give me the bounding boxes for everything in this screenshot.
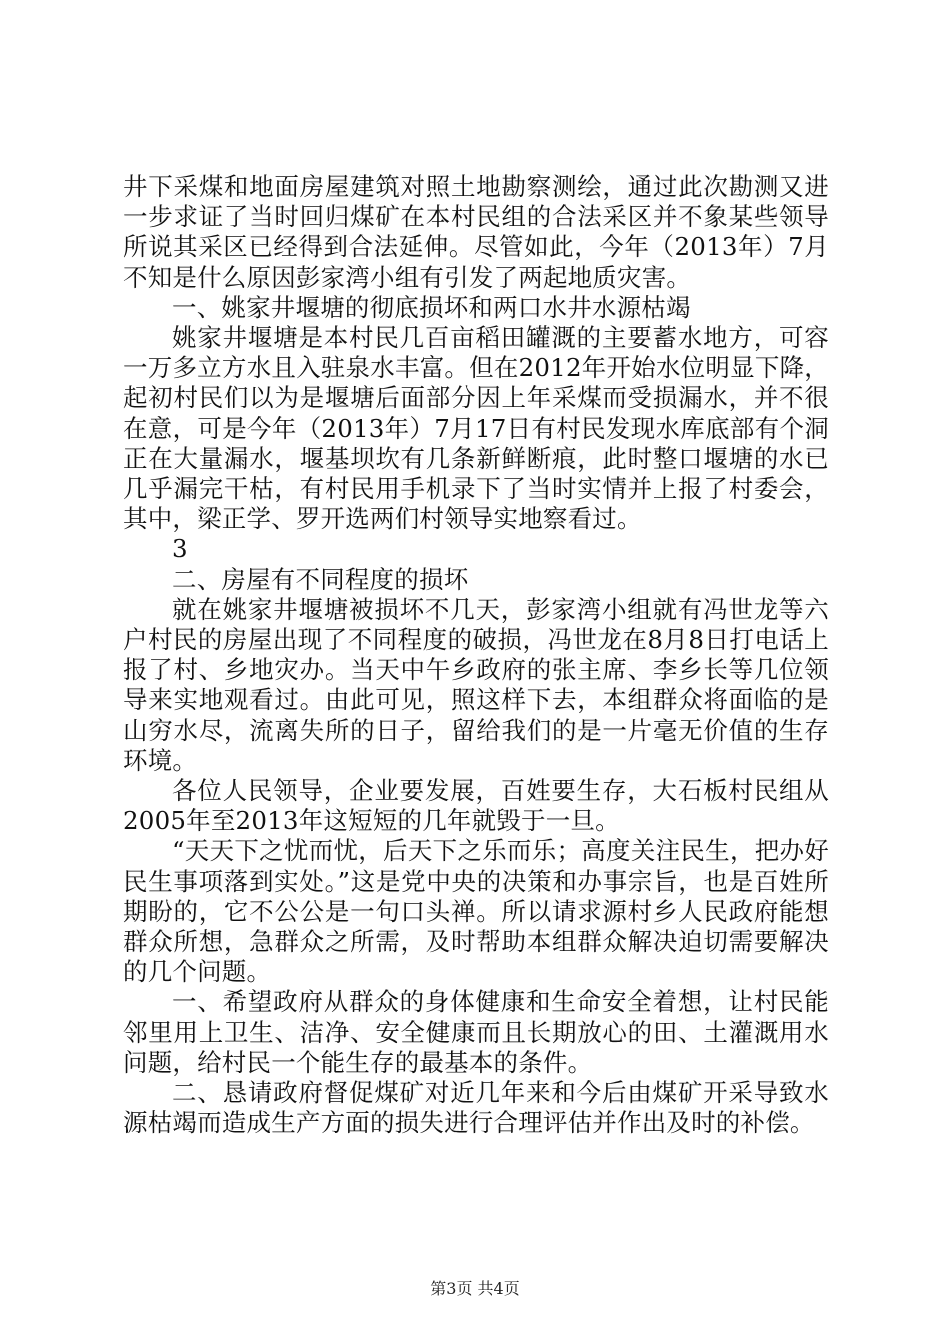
paragraph-house-damage: 就在姚家井堰塘被损坏不几天，彭家湾小组就有冯世龙等六户村民的房屋出现了不同程度的破损，冯世龙在8月8日打电话上报了村、乡地灾办。当天中午乡政府的张主席、李乡长等几位领导来实地观看过。由此可见，照这样下去，本组群众将面临的是山穷水尽，流离失所的日子，留给我们的是一片毫无价值的生存环境。 (123, 594, 829, 775)
section-heading-pond: 一、姚家井堰塘的彻底损坏和两口水井水源枯竭 (172, 292, 691, 322)
paragraph-appeal-leaders: 各位人民领导，企业要发展，百姓要生存，大石板村民组从2005年至2013年这短短的几年就毁于一旦。 (123, 776, 829, 836)
paragraph-continuation: 井下采煤和地面房屋建筑对照土地勘察测绘，通过此次勘测又进一步求证了当时回归煤矿在本村民组的合法采区并不象某些领导所说其采区已经得到合法延伸。尽管如此，今年（2013年）7月不知是什么原因彭家湾小组有引发了两起地质灾害。 (123, 172, 829, 292)
page-number-footer: 第3页 共4页 (430, 1279, 520, 1298)
stray-page-number: 3 (172, 534, 188, 564)
section-heading-houses: 二、房屋有不同程度的损坏 (172, 564, 469, 594)
paragraph-request-1: 一、希望政府从群众的身体健康和生命安全着想，让村民能邻里用上卫生、洁净、安全健康而且长期放心的田、土灌溉用水问题，给村民一个能生存的最基本的条件。 (123, 987, 829, 1077)
paragraph-quote: “天天下之忧而忧，后天下之乐而乐；高度关注民生，把办好民生事项落到实处。”这是党中央的决策和办事宗旨，也是百姓所期盼的，它不公公是一句口头禅。所以请求源村乡人民政府能想群众所想，急群众之所需，及时帮助本组群众解决迫切需要解决的几个问题。 (123, 836, 829, 987)
document-body (123, 172, 829, 1139)
paragraph-request-2: 二、恳请政府督促煤矿对近几年来和今后由煤矿开采导致水源枯竭而造成生产方面的损失进行合理评估并作出及时的补偿。 (123, 1078, 829, 1138)
paragraph-pond-damage: 姚家井堰塘是本村民几百亩稻田罐溉的主要蓄水地方，可容一万多立方水且入驻泉水丰富。但在2012年开始水位明显下降，起初村民们以为是堰塘后面部分因上年采煤而受损漏水，并不很在意，可是今年（2013年）7月17日有村民发现水库底部有个洞正在大量漏水，堰基坝坎有几条新鲜断痕，此时整口堰塘的水已几乎漏完干枯，有村民用手机录下了当时实情并上报了村委会，其中，梁正学、罗开选两们村领导实地察看过。 (123, 323, 829, 534)
